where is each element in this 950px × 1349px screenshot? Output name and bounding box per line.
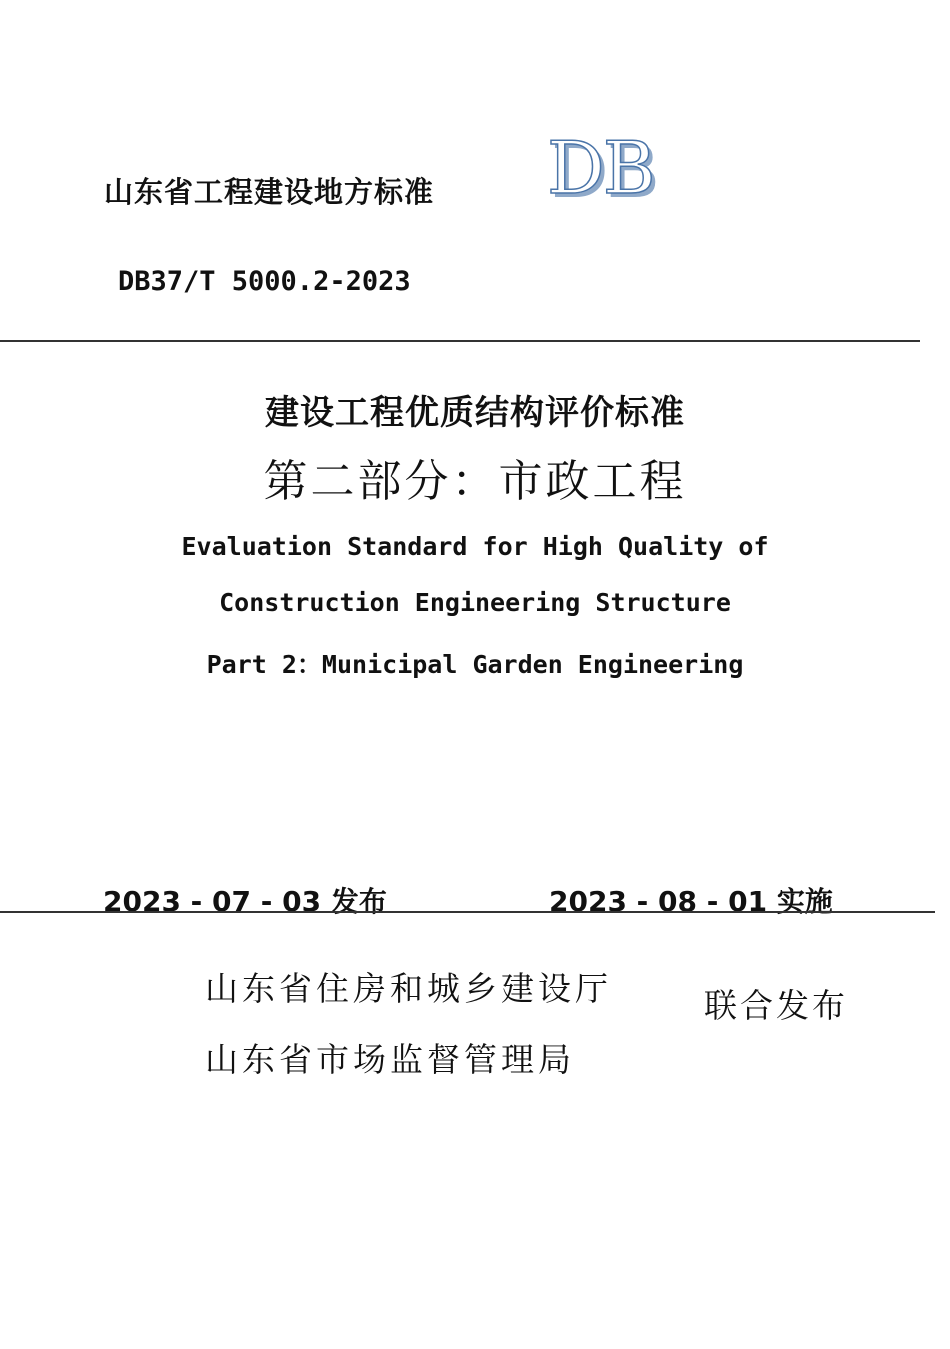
publisher-market-bureau: 山东省市场监督管理局 (205, 1040, 575, 1079)
standard-code: DB37/T 5000.2-2023 (118, 266, 411, 297)
title-chinese: 建设工程优质结构评价标准 (265, 393, 685, 433)
implementation-date: 2023 - 08 - 01 实施 (549, 885, 833, 918)
issue-date: 2023 - 07 - 03 发布 (103, 885, 387, 918)
publisher-housing-dept: 山东省住房和城乡建设厅 (205, 969, 612, 1008)
subtitle-chinese-part: 第二部分：市政工程 (263, 456, 687, 507)
title-english-line-1: Evaluation Standard for High Quality of (181, 532, 769, 561)
title-english-line-2: Construction Engineering Structure (219, 588, 731, 617)
db-logo: DB (547, 126, 654, 210)
joint-release-label: 联合发布 (704, 986, 848, 1025)
title-english-line-3: Part 2：Municipal Garden Engineering (206, 650, 744, 679)
standard-category-label: 山东省工程建设地方标准 (104, 175, 435, 209)
top-divider (0, 340, 920, 342)
bottom-divider (0, 911, 935, 913)
